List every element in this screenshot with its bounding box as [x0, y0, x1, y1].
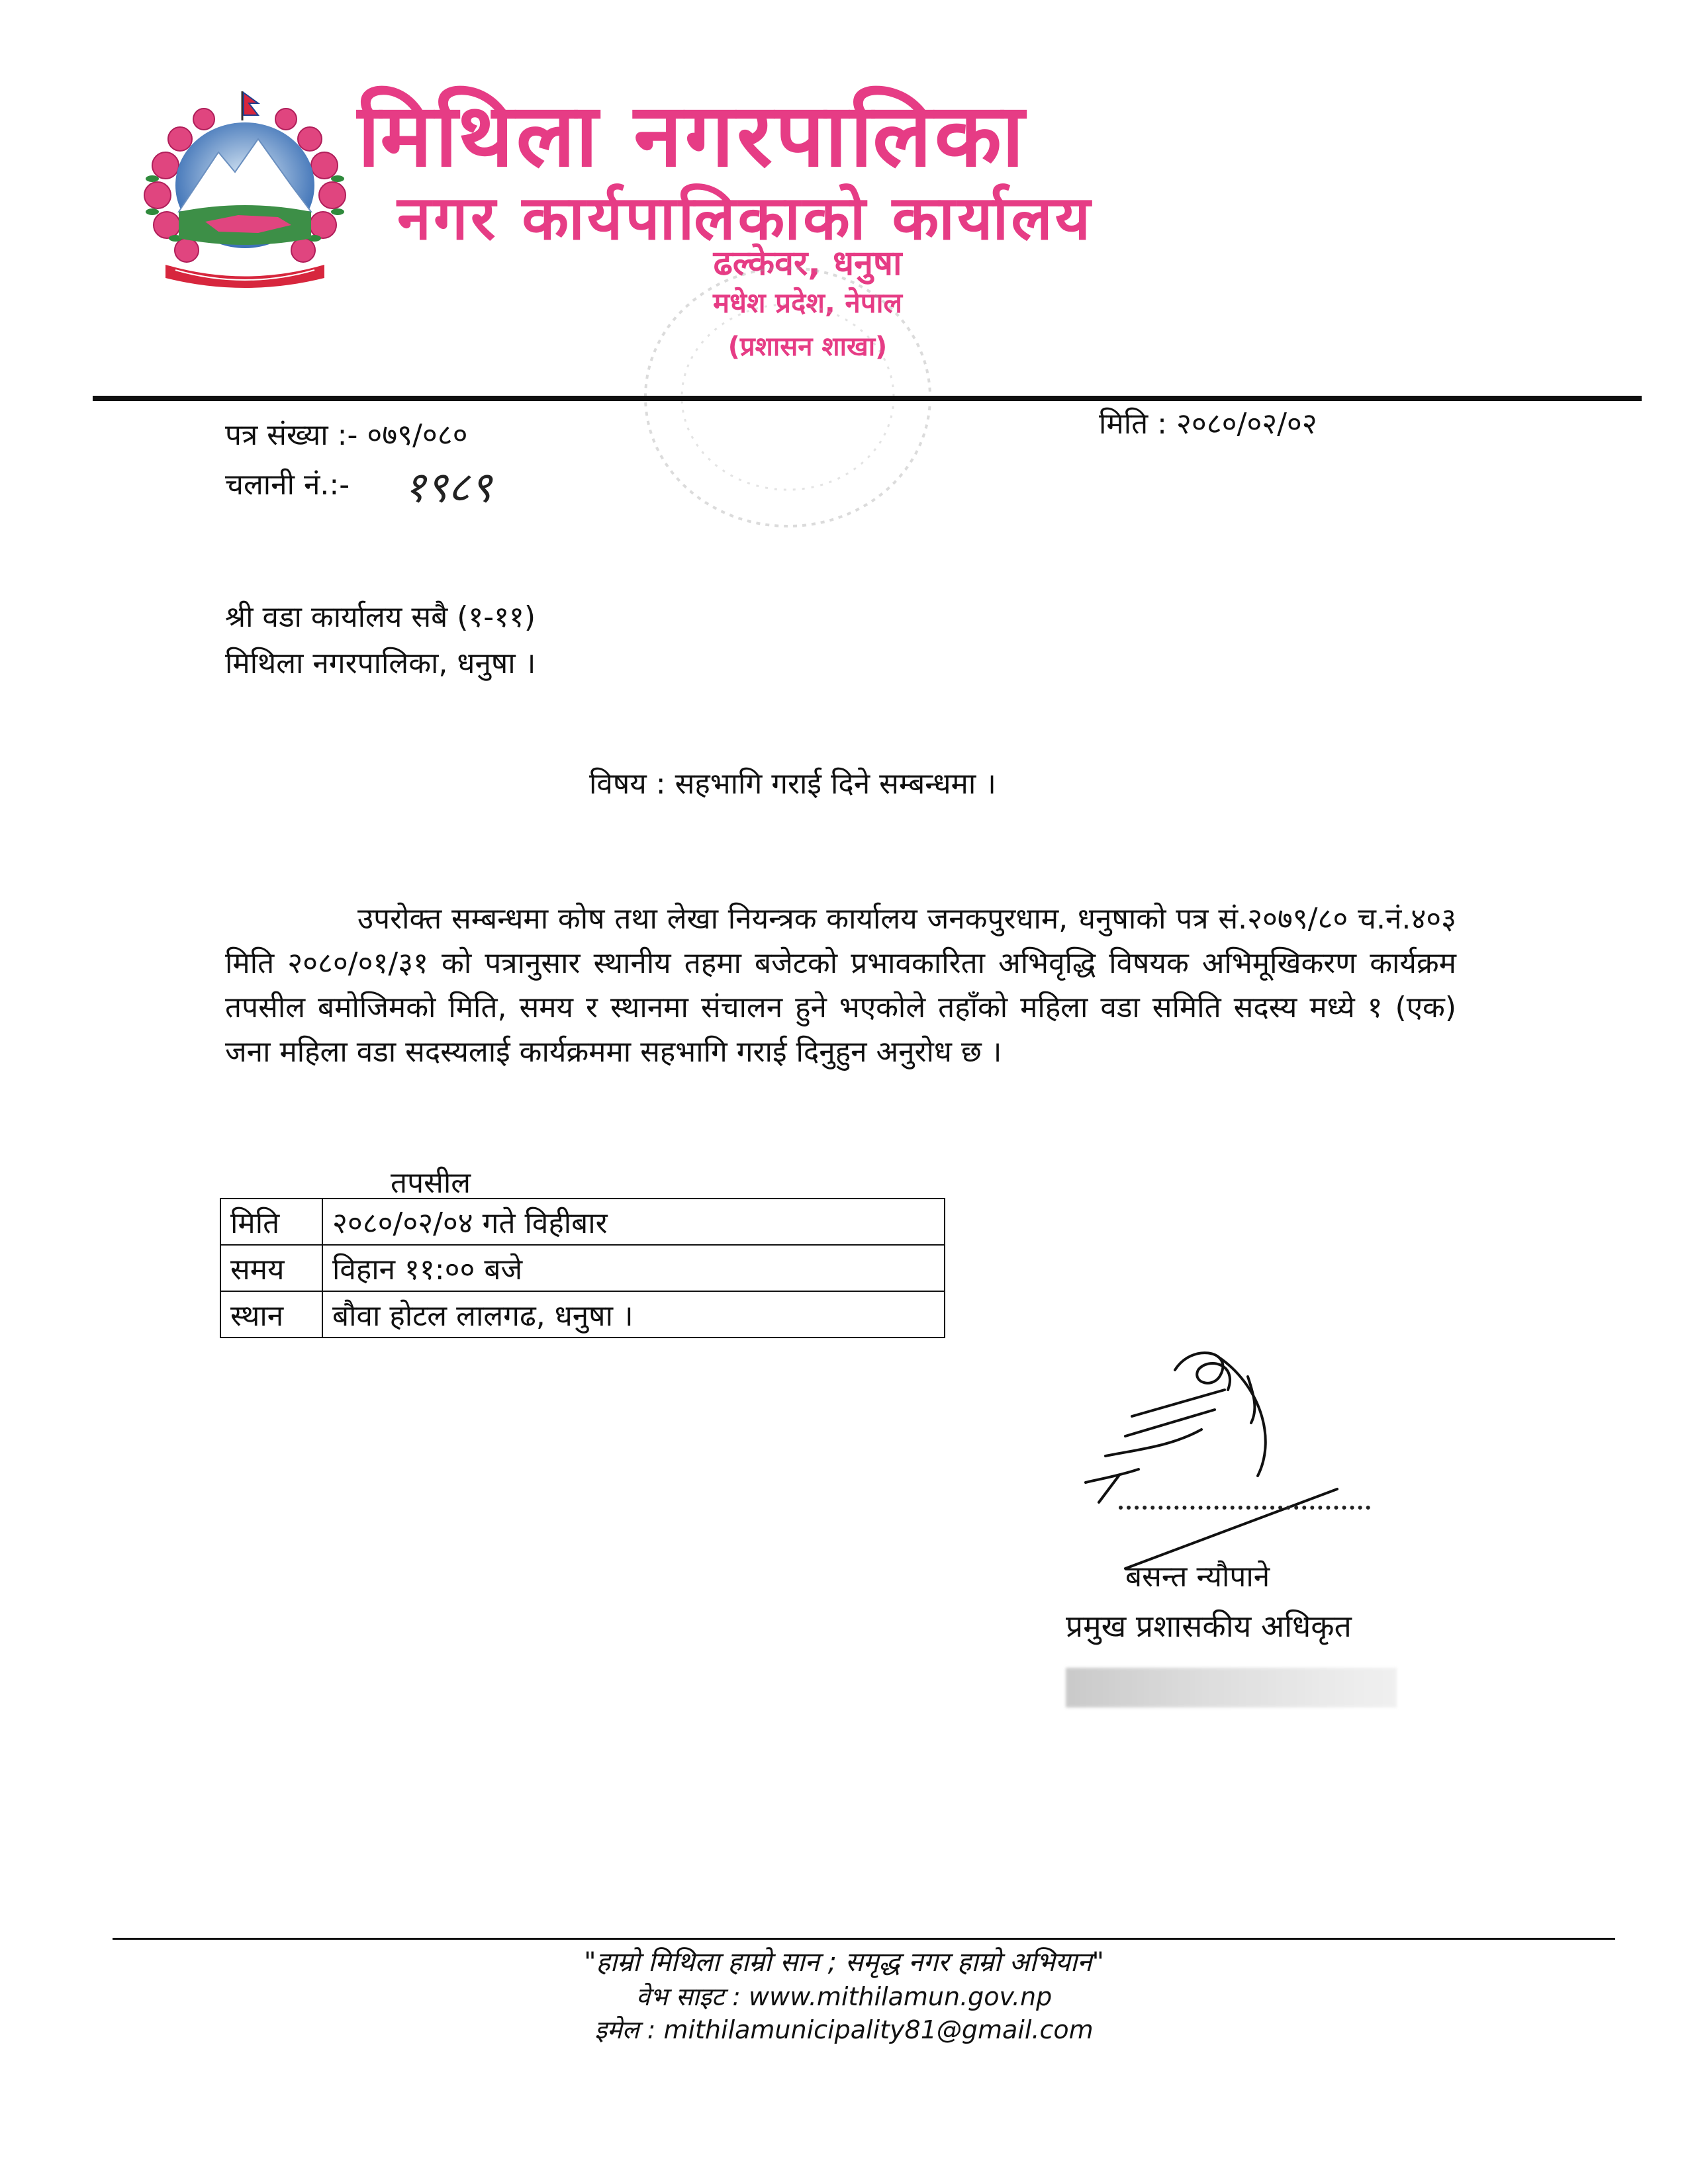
- signature-dotted-line: [1119, 1506, 1370, 1510]
- signatory-name: बसन्त न्यौपाने: [1125, 1560, 1270, 1594]
- footer-email: इमेल : mithilamunicipality81@gmail.com: [594, 2015, 1094, 2044]
- address-line-2: मधेश प्रदेश, नेपाल: [713, 287, 902, 319]
- subject-line: विषय : सहभागि गराई दिने सम्बन्धमा ।: [589, 767, 996, 801]
- recipient-line-2: मिथिला नगरपालिका, धनुषा ।: [225, 647, 536, 680]
- office-subtitle: नगर कार्यपालिकाको कार्यालय: [397, 183, 1094, 253]
- details-value: २०८०/०२/०४ गते विहीबार: [322, 1199, 945, 1245]
- details-key: मिति: [220, 1199, 322, 1245]
- footer-website: वेभ साइट : www.mithilamun.gov.np: [635, 1982, 1053, 2011]
- date-value: २०८०/०२/०२: [1176, 407, 1317, 441]
- branch-label: (प्रशासन शाखा): [727, 332, 888, 362]
- dispatch-value-handwritten: १९८९: [404, 463, 492, 512]
- table-row: [220, 1291, 945, 1338]
- handwritten-signature: [1059, 1343, 1430, 1582]
- recipient-line-1: श्री वडा कार्यालय सबै (१-११): [225, 600, 536, 634]
- footer-slogan: "हाम्रो मिथिला हाम्रो सान ; समृद्ध नगर हाम्रो अभियान": [584, 1947, 1104, 1978]
- body-paragraph: उपरोक्त सम्बन्धमा कोष तथा लेखा नियन्त्रक कार्यालय जनकपुरधाम, धनुषाको पत्र सं.२०७९/८० च.नं.४०३ मिति २०८०/०१/३१ को पत्रानुसार स्थानीय तहमा बजेटको प्रभावकारिता अभिवृद्धि विषयक अभिमूखिकरण कार्यक्रम तपसील बमोजिमको मिति, समय र स्थानमा संचालन हुने भएकोले तहाँको महिला वडा समिति सदस्य मध्ये १ (एक) जना महिला वडा सदस्यलाई कार्यक्रममा सहभागि गराई दिनुहुन अनुरोध छ ।: [225, 902, 1456, 1069]
- address-line-1: ढल्केवर, धनुषा: [713, 244, 902, 283]
- letter-date: [1099, 402, 1317, 442]
- faded-designation-stamp: [1066, 1668, 1397, 1707]
- signatory-title: प्रमुख प्रशासकीय अधिकृत: [1066, 1608, 1352, 1644]
- footer-divider: [113, 1938, 1615, 1940]
- details-value: बौवा होटल लालगढ, धनुषा ।: [322, 1291, 945, 1338]
- reference-value: ०७९/०८०: [367, 418, 468, 452]
- dispatch-number: [225, 463, 350, 503]
- reference-label: पत्र संख्या :-: [225, 418, 358, 452]
- table-row: [220, 1245, 945, 1291]
- date-label: मिति :: [1099, 407, 1167, 441]
- dispatch-label: चलानी नं.:-: [225, 468, 350, 502]
- reference-number: [225, 414, 467, 453]
- municipality-title: मिथिला नगरपालिका: [357, 85, 1027, 187]
- details-label: तपसील: [391, 1166, 471, 1200]
- details-table: [220, 1198, 945, 1338]
- details-key: समय: [220, 1245, 322, 1291]
- details-key: स्थान: [220, 1291, 322, 1338]
- details-value: विहान ११:०० बजे: [322, 1245, 945, 1291]
- header-divider: [93, 396, 1642, 401]
- table-row: [220, 1199, 945, 1245]
- nepal-emblem-logo: [126, 86, 364, 298]
